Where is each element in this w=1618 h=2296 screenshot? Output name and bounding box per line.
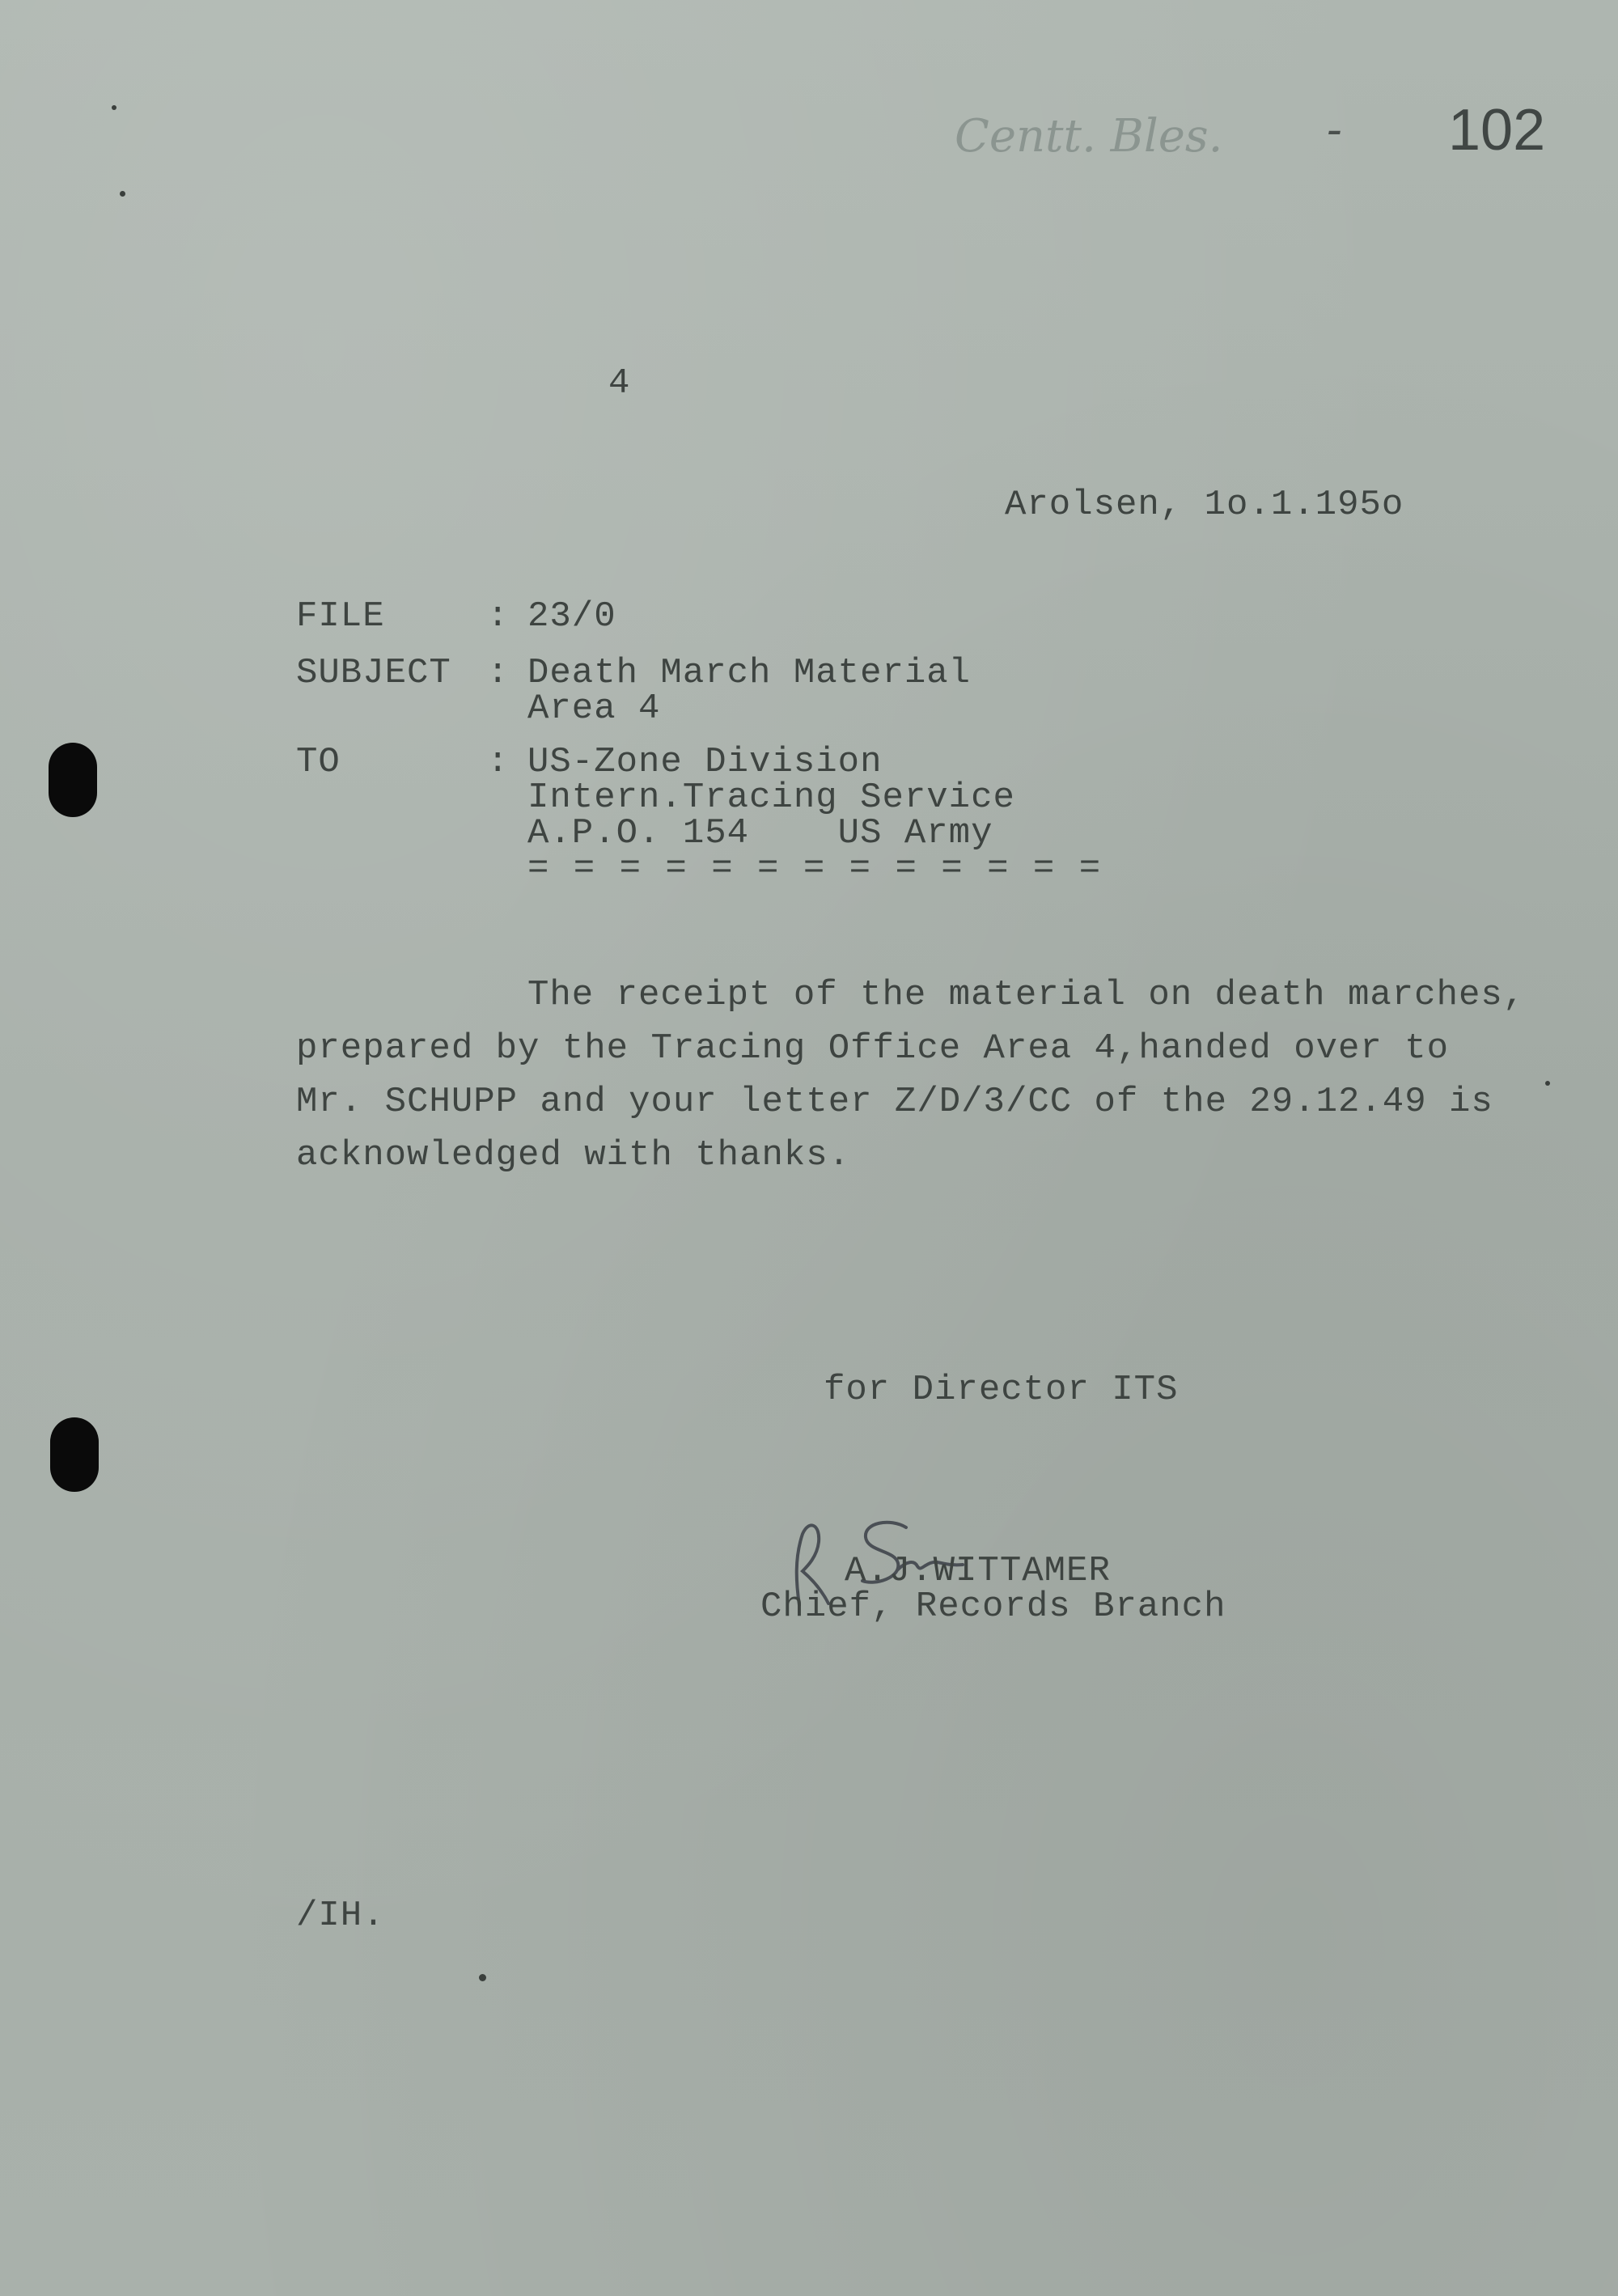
field-value-line: US-Zone Division <box>527 742 883 782</box>
field-value-line: Intern.Tracing Service <box>527 777 1015 818</box>
body-line: Mr. SCHUPP and your letter Z/D/3/CC of the 29.12.49 is <box>296 1082 1493 1122</box>
body-line: The receipt of the material on death marches, <box>527 975 1526 1015</box>
paper-speck <box>112 105 116 110</box>
archive-number: 102 <box>1448 98 1546 163</box>
signatory-name: A.J.WITTAMER <box>845 1551 1111 1591</box>
place-date: Arolsen, 1o.1.195o <box>1005 485 1404 525</box>
field-to <box>296 744 1186 866</box>
typist-initials: /IH. <box>296 1896 385 1936</box>
field-value: 23/0 <box>527 596 616 637</box>
field-colon: : <box>487 742 510 782</box>
punch-hole-upper <box>49 743 97 817</box>
address-underline: = = = = = = = = = = = = = <box>527 849 1103 889</box>
field-subject <box>296 655 1105 736</box>
field-label: SUBJECT <box>296 653 451 693</box>
field-colon: : <box>487 653 510 693</box>
field-value-line: Area 4 <box>527 688 661 729</box>
field-file <box>296 596 1105 647</box>
page-marker: 4 <box>608 363 631 404</box>
punch-hole-lower <box>50 1417 99 1492</box>
field-value-line: Death March Material <box>527 653 972 693</box>
paper-speck <box>120 191 125 197</box>
body-line: prepared by the Tracing Office Area 4,handed over to <box>296 1028 1450 1069</box>
closing-line: for Director ITS <box>824 1370 1179 1410</box>
body-line: acknowledged with thanks. <box>296 1135 851 1176</box>
paper-speck <box>479 1974 486 1981</box>
field-colon: : <box>487 596 510 637</box>
field-label: TO <box>296 742 341 782</box>
paper-speck <box>1545 1081 1550 1086</box>
handwritten-dash: - <box>1327 104 1342 156</box>
signatory-title: Chief, Records Branch <box>760 1586 1226 1627</box>
field-value-line: A.P.O. 154 US Army <box>527 813 993 854</box>
field-label: FILE <box>296 596 385 637</box>
handwritten-note: Centt. Bles. <box>955 110 1223 163</box>
